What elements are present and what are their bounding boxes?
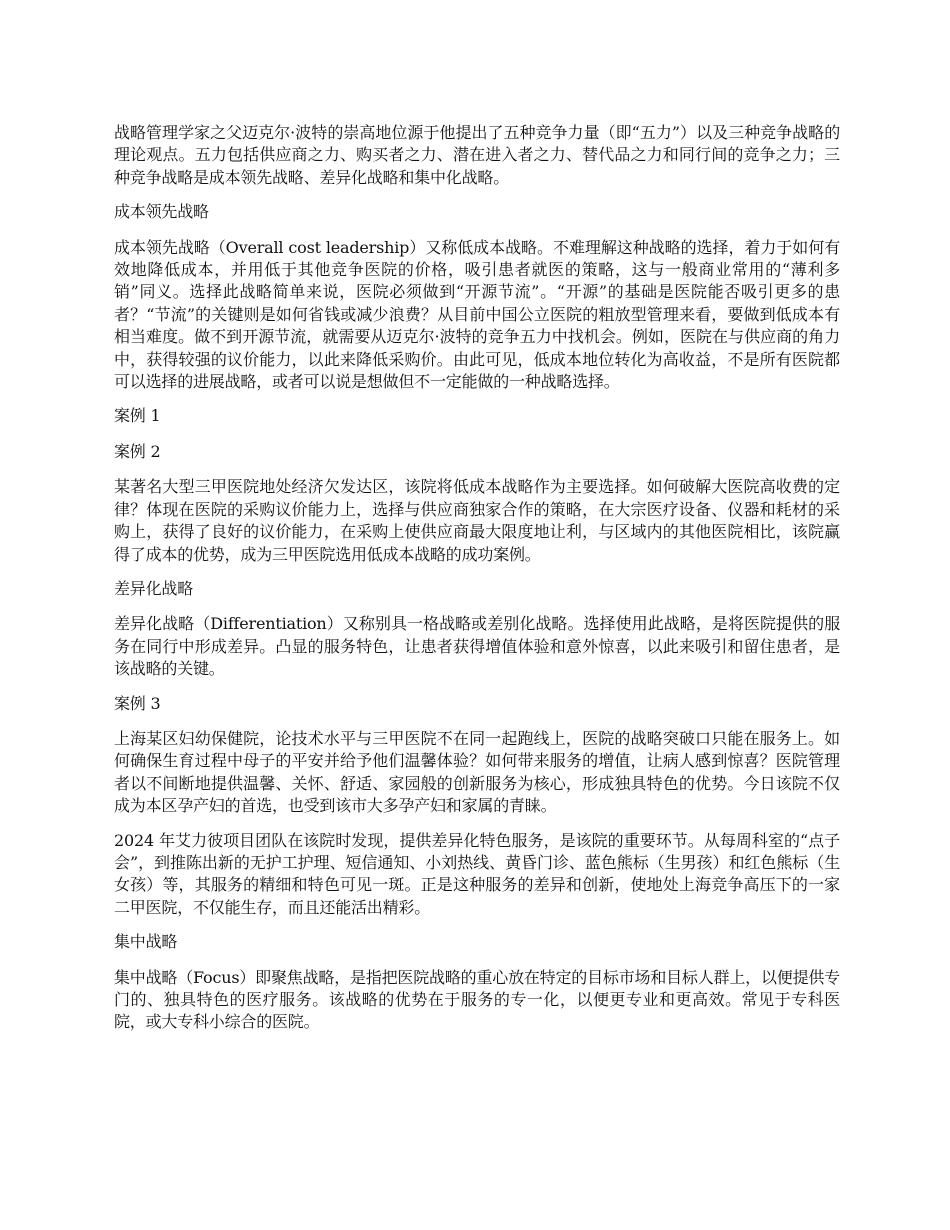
focus-paragraph: 集中战略（Focus）即聚焦战略，是指把医院战略的重心放在特定的目标市场和目标人群上，以便提供专门的、独具特色的医疗服务。该战略的优势在于服务的专一化，以便更专业和更高效。常见于专科医院，或大专科小综合的医院。 bbox=[114, 967, 840, 1032]
case-3-followup-paragraph: 2024 年艾力彼项目团队在该院时发现，提供差异化特色服务，是该院的重要环节。从每周科室的“点子会”，到推陈出新的无护工护理、短信通知、小刘热线、黄昏门诊、蓝色熊标（生男孩）和红色熊标（生女孩）等，其服务的精细和特色可见一斑。正是这种服务的差异和创新，使地处上海竞争高压下的一家二甲医院，不仅能生存，而且还能活出精彩。 bbox=[114, 830, 840, 917]
cost-leadership-paragraph: 成本领先战略（Overall cost leadership）又称低成本战略。不难理解这种战略的选择，着力于如何有效地降低成本，并用低于其他竞争医院的价格，吸引患者就医的策略，这与一般商业常用的“薄利多销”同义。选择此战略简单来说，医院必须做到“开源节流”。“开源”的基础是医院能否吸引更多的患者？“节流”的关键则是如何省钱或减少浪费？从目前中国公立医院的粗放型管理来看，要做到低成本有相当难度。做不到开源节流，就需要从迈克尔·波特的竞争五力中找机会。例如，医院在与供应商的角力中，获得较强的议价能力，以此来降低采购价。由此可见，低成本地位转化为高收益，不是所有医院都可以选择的进展战略，或者可以说是想做但不一定能做的一种战略选择。 bbox=[114, 237, 840, 392]
case-3-heading: 案例 3 bbox=[114, 693, 161, 713]
differentiation-paragraph: 差异化战略（Differentiation）又称别具一格战略或差别化战略。选择使用此战略，是将医院提供的服务在同行中形成差异。凸显的服务特色，让患者获得增值体验和意外惊喜，以此来吸引和留住患者，是该战略的关键。 bbox=[114, 614, 840, 679]
case-2-paragraph: 某著名大型三甲医院地处经济欠发达区，该院将低成本战略作为主要选择。如何破解大医院高收费的定律？体现在医院的采购议价能力上，选择与供应商独家合作的策略，在大宗医疗设备、仪器和耗材的采购上，获得了良好的议价能力，在采购上使供应商最大限度地让利，与区域内的其他医院相比，该院赢得了成本的优势，成为三甲医院选用低成本战略的成功案例。 bbox=[114, 477, 840, 564]
case-1-heading: 案例 1 bbox=[114, 406, 161, 426]
section-heading-focus: 集中战略 bbox=[114, 932, 178, 952]
case-2-heading: 案例 2 bbox=[114, 441, 161, 461]
intro-paragraph: 战略管理学家之父迈克尔·波特的崇高地位源于他提出了五种竞争力量（即“五力”）以及三种竞争战略的理论观点。五力包括供应商之力、购买者之力、潜在进入者之力、替代品之力和同行间的竞争之力；三种竞争战略是成本领先战略、差异化战略和集中化战略。 bbox=[114, 123, 840, 187]
section-heading-cost-leadership: 成本领先战略 bbox=[114, 202, 209, 222]
case-3-paragraph: 上海某区妇幼保健院，论技术水平与三甲医院不在同一起跑线上，医院的战略突破口只能在服务上。如何确保生育过程中母子的平安并给予他们温馨体验？如何带来服务的增值，让病人感到惊喜？医院管理者以不间断地提供温馨、关怀、舒适、家园般的创新服务为核心，形成独具特色的优势。今日该院不仅成为本区孕产妇的首选，也受到该市大多孕产妇和家属的青睐。 bbox=[114, 728, 840, 816]
document-page bbox=[114, 122, 840, 1046]
section-heading-differentiation: 差异化战略 bbox=[114, 578, 194, 598]
